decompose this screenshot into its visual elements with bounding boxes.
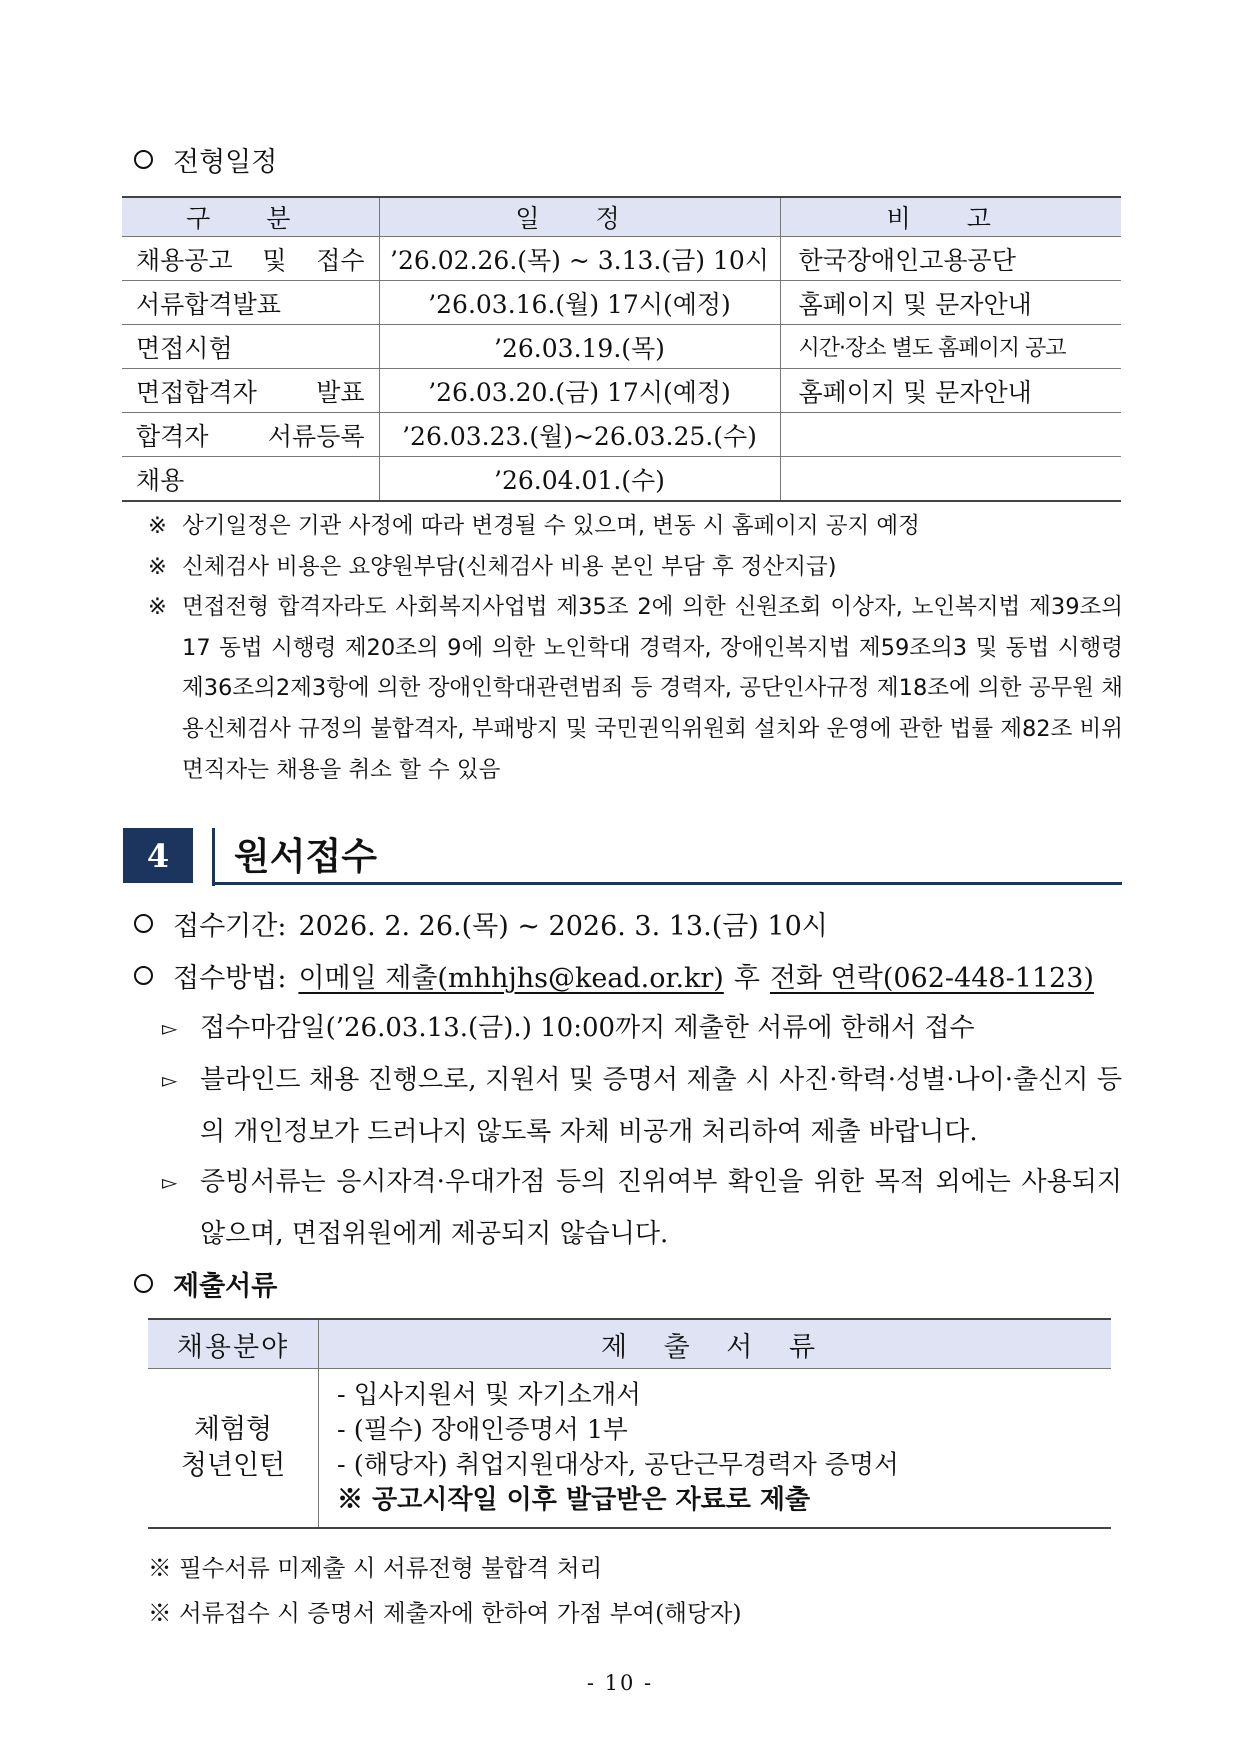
circle-bullet-icon [134, 150, 153, 169]
row-date: ’26.03.23.(월)~26.03.25.(수) [379, 413, 780, 457]
header-category: 구 분 [122, 197, 379, 237]
document-item: - 입사지원서 및 자기소개서 [337, 1380, 641, 1410]
document-item: - (해당자) 취업지원대상자, 공단근무경력자 증명서 [337, 1450, 899, 1480]
triangle-bullet-icon: ▻ [162, 1170, 178, 1194]
triangle-bullet-icon: ▻ [162, 1016, 178, 1040]
footer-notes [148, 1546, 742, 1636]
reference-mark-icon: ※ [148, 594, 167, 621]
row-category: 면접합격자 발표 [122, 369, 379, 413]
bullet-text: 접수마감일(’26.03.13.(금).) 10:00까지 제출한 서류에 한해서 접수 [200, 1013, 975, 1043]
footer-note: ※ 서류접수 시 증명서 제출자에 한하여 가점 부여(해당자) [148, 1599, 742, 1627]
row-category: 합격자 서류등록 [122, 413, 379, 457]
field-line: 청년인턴 [180, 1450, 286, 1481]
documents-table [148, 1318, 1111, 1529]
table-row [122, 413, 1121, 457]
section-number: 4 [123, 828, 193, 883]
email-link[interactable]: 이메일 제출(mhhjhs@kead.or.kr) [298, 963, 724, 994]
page-number: - 10 - [586, 1671, 654, 1695]
footer-note: ※ 필수서류 미제출 시 서류전형 불합격 처리 [148, 1554, 603, 1582]
note-text: 신체검사 비용은 요양원부담(신체검사 비용 본인 부담 후 정산지급) [182, 553, 837, 580]
row-note [780, 413, 1121, 457]
documents-heading-text: 제출서류 [173, 1271, 278, 1302]
row-note: 홈페이지 및 문자안내 [780, 369, 1121, 413]
documents-note: ※ 공고시작일 이후 발급받은 자료로 제출 [337, 1485, 811, 1515]
table-row [122, 369, 1121, 413]
table-row [122, 281, 1121, 325]
schedule-heading-text: 전형일정 [173, 147, 278, 178]
application-bullet [162, 1054, 1122, 1158]
header-date: 일 정 [379, 197, 780, 237]
row-category: 채용공고 및 접수 [122, 237, 379, 281]
row-note: 홈페이지 및 문자안내 [780, 281, 1121, 325]
table-row [122, 457, 1121, 502]
method-label: 접수방법: [173, 963, 287, 994]
documents-heading [134, 1264, 277, 1303]
row-note: 시간·장소 별도 홈페이지 공고 [780, 325, 1121, 369]
bullet-text: 증빙서류는 응시자격·우대가점 등의 진위여부 확인을 위한 목적 외에는 사용되지 않으며, 면접위원에게 제공되지 않습니다. [200, 1167, 1122, 1249]
table-row [122, 325, 1121, 369]
row-date: ’26.03.19.(목) [379, 325, 780, 369]
header-note: 비 고 [780, 197, 1121, 237]
application-method [134, 956, 1094, 995]
documents-cell [319, 1369, 1112, 1529]
triangle-bullet-icon: ▻ [162, 1068, 178, 1092]
reference-mark-icon: ※ [148, 553, 167, 580]
row-note [780, 457, 1121, 502]
period-value: 2026. 2. 26.(목) ~ 2026. 3. 13.(금) 10시 [298, 911, 828, 942]
section-divider [212, 828, 215, 886]
schedule-note [148, 547, 1123, 588]
document-item: - (필수) 장애인증명서 1부 [337, 1415, 628, 1445]
header-field: 채용분야 [148, 1319, 319, 1369]
table-row [122, 237, 1121, 281]
schedule-header-row [122, 197, 1121, 237]
section-underline [212, 882, 1122, 885]
application-period [134, 904, 828, 943]
row-category: 서류합격발표 [122, 281, 379, 325]
field-line: 체험형 [193, 1414, 273, 1445]
row-note: 한국장애인고용공단 [780, 237, 1121, 281]
phone-contact: 전화 연락(062-448-1123) [769, 963, 1094, 994]
note-text: 상기일정은 기관 사정에 따라 변경될 수 있으며, 변동 시 홈페이지 공지 예정 [182, 513, 920, 539]
row-date: ’26.03.20.(금) 17시(예정) [379, 369, 780, 413]
reference-mark-icon: ※ [148, 513, 167, 539]
schedule-note [148, 587, 1123, 790]
schedule-heading [134, 140, 277, 179]
note-text: 면접전형 합격자라도 사회복지사업법 제35조 2에 의한 신원조회 이상자, 노인복지법 제39조의 17 동법 시행령 제20조의 9에 의한 노인학대 경력자, 장애인복지법 제59조의3 및 동법 시행령 제36조의2제3항에 의한 장애인학대관련범죄 등 경력자, 공단인사규정 제18조에 의한 공무원 채용신체검사 규정의 불합격자, 부패방지 및 국민권익위원회 설치와 운영에 관한 법률 제82조 비위면직자는 채용을 취소 할 수 있음 [182, 594, 1123, 783]
table-row [148, 1369, 1111, 1529]
section-title: 원서접수 [234, 835, 377, 878]
circle-bullet-icon [134, 1274, 153, 1293]
schedule-notes [148, 506, 1123, 790]
circle-bullet-icon [134, 914, 153, 933]
schedule-note [148, 506, 1123, 547]
field-cell [148, 1369, 319, 1529]
documents-header-row [148, 1319, 1111, 1369]
bullet-text: 블라인드 채용 진행으로, 지원서 및 증명서 제출 시 사진·학력·성별·나이·출신지 등의 개인정보가 드러나지 않도록 자체 비공개 처리하여 제출 바랍니다. [200, 1065, 1122, 1147]
application-bullet [162, 1002, 1122, 1054]
row-date: ’26.02.26.(목) ~ 3.13.(금) 10시 [379, 237, 780, 281]
schedule-table [122, 196, 1121, 502]
circle-bullet-icon [134, 966, 153, 985]
method-connector: 후 [733, 963, 760, 994]
application-bullet [162, 1156, 1122, 1260]
row-category: 채용 [122, 457, 379, 502]
row-date: ’26.04.01.(수) [379, 457, 780, 502]
row-category: 면접시험 [122, 325, 379, 369]
period-label: 접수기간: [173, 911, 287, 942]
row-date: ’26.03.16.(월) 17시(예정) [379, 281, 780, 325]
header-documents: 제 출 서 류 [319, 1319, 1112, 1369]
